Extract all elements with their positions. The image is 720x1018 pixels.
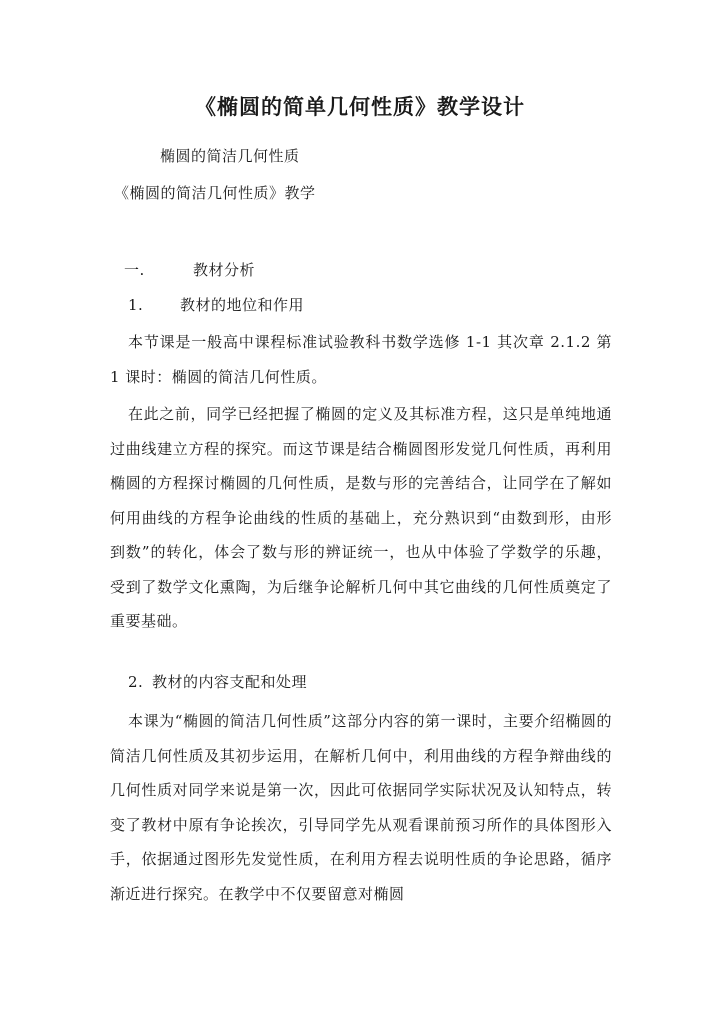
subtitle-2: 《椭圆的简洁几何性质》教学: [114, 184, 316, 202]
subsection-2-heading: 教材的内容支配和处理: [152, 673, 308, 691]
subsection-1-heading: 教材的地位和作用: [180, 296, 305, 314]
subsection-2-number: 2.: [128, 673, 144, 691]
paragraph-1: 本节课是一般高中课程标准试验教科书数学选修 1-1 其次章 2.1.2 第 1 课时：椭圆的简洁几何性质。: [110, 333, 612, 386]
section-1-number: 一.: [124, 261, 145, 279]
section-1-heading: 教材分析: [193, 261, 256, 279]
paragraph-2: 在此之前，同学已经把握了椭圆的定义及其标准方程，这只是单纯地通过曲线建立方程的探究。而这节课是结合椭圆图形发觉几何性质，再利用椭圆的方程探讨椭圆的几何性质，是数与形的完善结合，让同学在了解如何用曲线的方程争论曲线的性质的基础上，充分熟识到“由数到形，由形到数”的转化，体会了数与形的辨证统一，也从中体验了学数学的乐趣，受到了数学文化熏陶，为后继争论解析几何中其它曲线的几何性质奠定了重要基础。: [110, 405, 612, 630]
paragraph-3: 本课为“椭圆的简洁几何性质”这部分内容的第一课时，主要介绍椭圆的简洁几何性质及其初步运用，在解析几何中，利用曲线的方程争辩曲线的几何性质对同学来说是第一次，因此可依据同学实际状况及认知特点，转变了教材中原有争论挨次，引导同学先从观看课前预习所作的具体图形入手，依据通过图形先发觉性质，在利用方程去说明性质的争论思路，循序渐近进行探究。在教学中不仅要留意对椭圆: [110, 712, 612, 903]
subtitle-1: 椭圆的简洁几何性质: [160, 147, 300, 165]
document-title: 《椭圆的简单几何性质》教学设计: [195, 94, 525, 119]
subsection-1-number: 1.: [128, 296, 144, 314]
